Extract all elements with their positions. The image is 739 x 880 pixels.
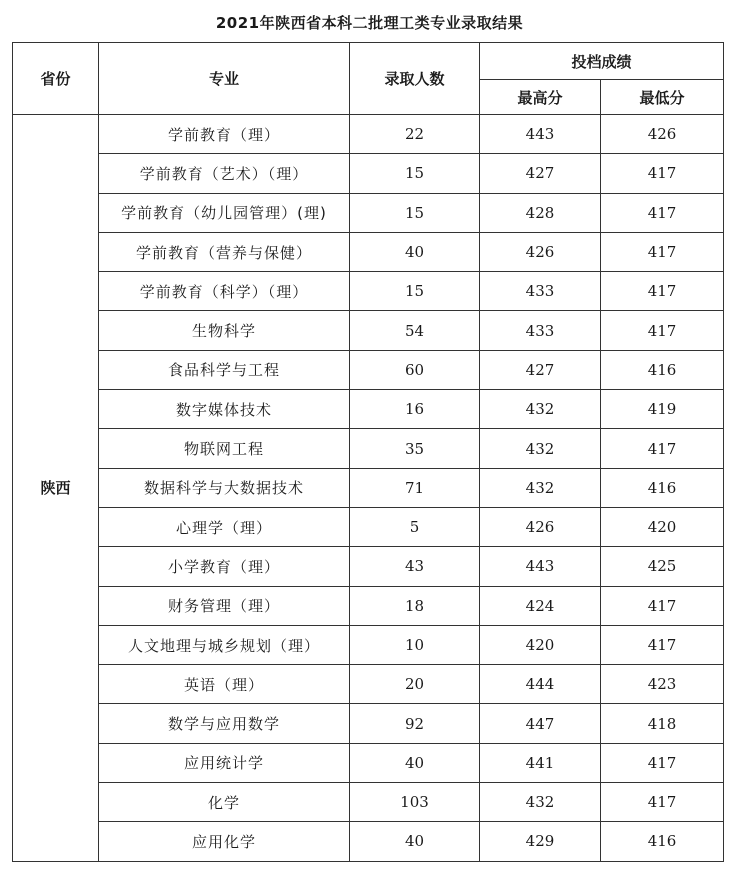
max-score-cell: 433 [480,272,601,311]
max-score-cell: 432 [480,783,601,822]
min-score-cell: 417 [601,625,724,664]
major-cell: 心理学（理） [99,507,350,546]
admitted-count-cell: 15 [350,193,480,232]
min-score-cell: 417 [601,586,724,625]
major-cell: 数字媒体技术 [99,390,350,429]
table-row [13,547,724,586]
table-row [13,350,724,389]
admitted-count-cell: 40 [350,232,480,271]
major-cell: 财务管理（理） [99,586,350,625]
table-row [13,468,724,507]
max-score-cell: 443 [480,115,601,154]
max-score-cell: 426 [480,232,601,271]
admitted-count-cell: 40 [350,743,480,782]
admitted-count-cell: 5 [350,507,480,546]
min-score-cell: 416 [601,822,724,861]
max-score-cell: 432 [480,390,601,429]
max-score-cell: 428 [480,193,601,232]
admission-table [12,42,724,862]
min-score-cell: 418 [601,704,724,743]
major-cell: 小学教育（理） [99,547,350,586]
max-score-cell: 433 [480,311,601,350]
max-score-cell: 447 [480,704,601,743]
table-row [13,665,724,704]
table-row [13,390,724,429]
admitted-count-cell: 40 [350,822,480,861]
admitted-count-cell: 15 [350,272,480,311]
major-cell: 应用化学 [99,822,350,861]
major-cell: 数据科学与大数据技术 [99,468,350,507]
min-score-cell: 420 [601,507,724,546]
min-score-cell: 419 [601,390,724,429]
max-score-cell: 444 [480,665,601,704]
major-cell: 应用统计学 [99,743,350,782]
major-cell: 物联网工程 [99,429,350,468]
table-row [13,193,724,232]
admitted-count-cell: 35 [350,429,480,468]
table-body [13,115,724,862]
max-score-cell: 441 [480,743,601,782]
min-score-cell: 417 [601,743,724,782]
major-cell: 学前教育（幼儿园管理）(理) [99,193,350,232]
header-province: 省份 [13,43,99,115]
admitted-count-cell: 54 [350,311,480,350]
major-cell: 学前教育（科学）（理） [99,272,350,311]
max-score-cell: 432 [480,468,601,507]
min-score-cell: 417 [601,783,724,822]
table-row [13,507,724,546]
max-score-cell: 429 [480,822,601,861]
max-score-cell: 432 [480,429,601,468]
admitted-count-cell: 71 [350,468,480,507]
province-cell: 陕西 [13,115,99,862]
major-cell: 学前教育（营养与保健） [99,232,350,271]
major-cell: 学前教育（理） [99,115,350,154]
table-row [13,154,724,193]
max-score-cell: 424 [480,586,601,625]
admitted-count-cell: 10 [350,625,480,664]
min-score-cell: 416 [601,468,724,507]
table-row [13,429,724,468]
major-cell: 英语（理） [99,665,350,704]
header-admitted: 录取人数 [350,43,480,115]
admitted-count-cell: 18 [350,586,480,625]
page-title: 2021年陕西省本科二批理工类专业录取结果 [215,14,524,32]
max-score-cell: 420 [480,625,601,664]
min-score-cell: 417 [601,232,724,271]
table-row [13,704,724,743]
admitted-count-cell: 20 [350,665,480,704]
major-cell: 数学与应用数学 [99,704,350,743]
admitted-count-cell: 15 [350,154,480,193]
min-score-cell: 423 [601,665,724,704]
admitted-count-cell: 22 [350,115,480,154]
min-score-cell: 417 [601,311,724,350]
table-row [13,586,724,625]
admitted-count-cell: 43 [350,547,480,586]
header-max: 最高分 [480,80,601,115]
admitted-count-cell: 60 [350,350,480,389]
admitted-count-cell: 103 [350,783,480,822]
min-score-cell: 417 [601,154,724,193]
major-cell: 生物科学 [99,311,350,350]
min-score-cell: 426 [601,115,724,154]
header-score-group: 投档成绩 [480,43,724,80]
table-row [13,232,724,271]
header-min: 最低分 [601,80,724,115]
table-row [13,625,724,664]
major-cell: 人文地理与城乡规划（理） [99,625,350,664]
table-row [13,115,724,154]
table-row [13,743,724,782]
max-score-cell: 426 [480,507,601,546]
min-score-cell: 425 [601,547,724,586]
max-score-cell: 427 [480,154,601,193]
min-score-cell: 417 [601,193,724,232]
admitted-count-cell: 92 [350,704,480,743]
table-row [13,822,724,861]
min-score-cell: 417 [601,429,724,468]
header-major: 专业 [99,43,350,115]
major-cell: 食品科学与工程 [99,350,350,389]
min-score-cell: 416 [601,350,724,389]
table-row [13,783,724,822]
major-cell: 化学 [99,783,350,822]
admitted-count-cell: 16 [350,390,480,429]
major-cell: 学前教育（艺术）（理） [99,154,350,193]
table-row [13,311,724,350]
max-score-cell: 443 [480,547,601,586]
max-score-cell: 427 [480,350,601,389]
min-score-cell: 417 [601,272,724,311]
table-row [13,272,724,311]
